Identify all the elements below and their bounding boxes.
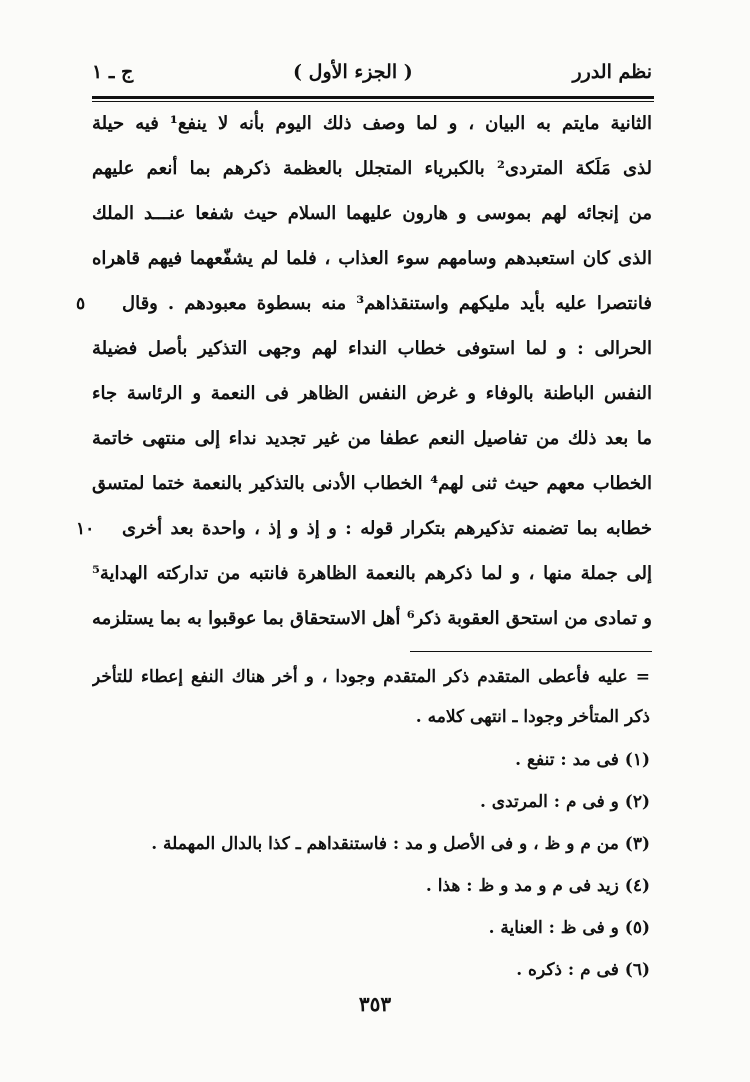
footnote-1: (١) فى مد : تنفع . bbox=[515, 750, 650, 770]
body-line-10: خطابه بما تضمنه تذكيرهم بتكرار قوله : و إذ و إذ ، واحدة بعد أخرى bbox=[122, 518, 652, 539]
body-line-3: من إنجائه لهم بموسى و هارون عليهما السلام حيث شفعا عنـــد الملك bbox=[92, 203, 652, 224]
footnote-6: (٦) فى م : ذكره . bbox=[516, 960, 650, 980]
header-book-title: نظم الدرر bbox=[572, 61, 652, 83]
body-line-1: الثانية مايتم به البيان ، و لما وصف ذلك اليوم بأنه لا ينفع¹ فيه حيلة bbox=[92, 113, 652, 134]
body-line-7: النفس الباطنة بالوفاء و غرض النفس الظاهر فى النعمة و الرئاسة جاء bbox=[92, 383, 652, 404]
footnote-2: (٢) و فى م : المرتدى . bbox=[479, 792, 650, 812]
body-line-9: الخطاب معهم حيث ثنى لهم⁴ الخطاب الأدنى بالتذكير بالنعمة ختما لمتسق bbox=[92, 473, 652, 494]
line-number-10: ١٠ bbox=[76, 519, 95, 539]
line-number-5: ٥ bbox=[76, 294, 86, 314]
header-part-title: ( الجزء الأول ) bbox=[293, 61, 413, 83]
body-line-12: و تمادى من استحق العقوبة ذكر⁶ أهل الاستحقاق بما عوقبوا به بما يستلزمه bbox=[92, 608, 652, 629]
header-rule-thin bbox=[92, 101, 654, 102]
body-line-6: الحرالى : و لما استوفى خطاب النداء لهم وجهى التذكير بأصل فضيلة bbox=[92, 338, 652, 359]
footnote-separator bbox=[410, 651, 652, 652]
body-line-8: ما بعد ذلك من تفاصيل النعم عطفا من غير تجديد نداء إلى منتهى خاتمة bbox=[92, 428, 652, 449]
footnote-continuation-1: = عليه فأعطى المتقدم ذكر المتقدم وجودا ، و أخر هناك النفع إعطاء للتأخر bbox=[92, 667, 650, 687]
body-line-4: الذى كان استعبدهم وسامهم سوء العذاب ، فلما لم يشفّعهما فيهم قاهراه bbox=[92, 248, 652, 269]
running-header bbox=[92, 54, 652, 90]
header-rule-thick bbox=[92, 96, 654, 99]
header-volume: ج ـ ١ bbox=[92, 61, 134, 83]
body-line-2: لذى مَلَكة المتردى² بالكبرياء المتجلل بالعظمة ذكرهم بما أنعم عليهم bbox=[92, 158, 652, 179]
footnote-5: (٥) و فى ظ : العناية . bbox=[488, 918, 650, 938]
footnote-3: (٣) من م و ظ ، و فى الأصل و مد : فاستنقداهم ـ كذا بالدال المهملة . bbox=[151, 834, 650, 854]
body-line-11: إلى جملة منها ، و لما ذكرهم بالنعمة الظاهرة فانتبه من تداركته الهداية⁵ bbox=[92, 563, 652, 584]
footnote-continuation-2: ذكر المتأخر وجودا ـ انتهى كلامه . bbox=[415, 707, 650, 727]
body-line-5: فانتصرا عليه بأيد مليكهم واستنقذاهم³ منه بسطوة معبودهم . وقال bbox=[122, 293, 652, 314]
footnote-4: (٤) زيد فى م و مد و ظ : هذا . bbox=[425, 876, 650, 896]
page-number: ٣٥٣ bbox=[358, 992, 392, 1016]
